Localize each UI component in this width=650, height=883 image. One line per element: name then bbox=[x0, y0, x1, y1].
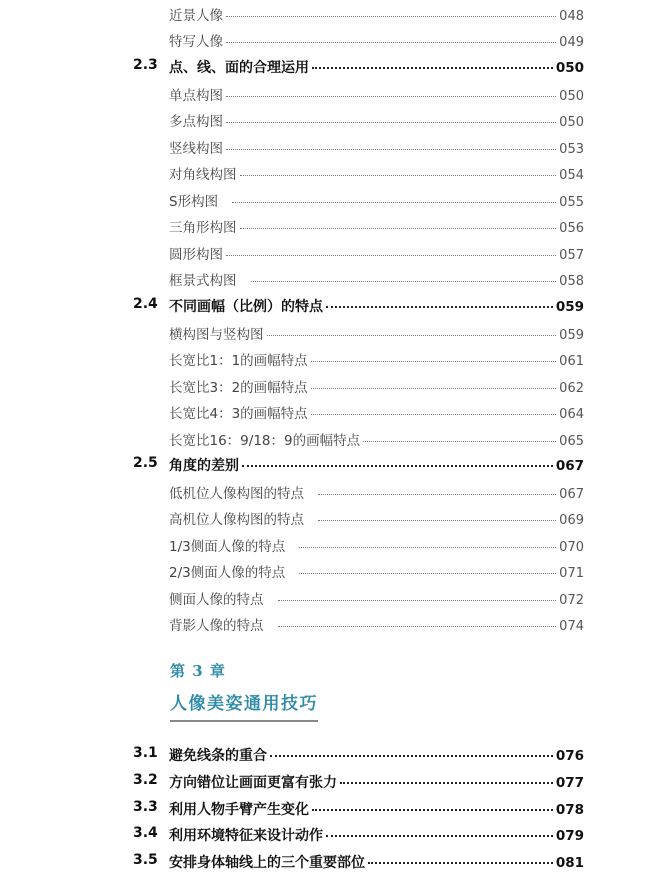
dot-leader bbox=[318, 493, 556, 495]
entry-title: 近景人像 bbox=[169, 8, 223, 24]
dot-leader bbox=[242, 464, 553, 467]
toc-row bbox=[0, 588, 650, 612]
entry-title: 利用环境特征来设计动作 bbox=[169, 828, 323, 844]
page-number: 050 bbox=[559, 89, 584, 104]
entry-title: 竖线构图 bbox=[169, 141, 223, 157]
dot-leader bbox=[299, 572, 556, 574]
subsection-entry bbox=[169, 110, 584, 130]
toc-row bbox=[0, 614, 650, 638]
page-number: 077 bbox=[555, 775, 584, 791]
entry-title: 横构图与竖构图 bbox=[169, 327, 264, 343]
page-number: 054 bbox=[559, 168, 584, 183]
dot-leader bbox=[240, 174, 557, 176]
toc-row bbox=[0, 4, 650, 28]
dot-leader bbox=[251, 280, 557, 282]
toc-row bbox=[0, 110, 650, 134]
page-number: 048 bbox=[559, 9, 584, 24]
page-number: 059 bbox=[555, 299, 584, 315]
page-number: 079 bbox=[555, 828, 584, 844]
toc-row bbox=[0, 163, 650, 187]
dot-leader bbox=[311, 387, 556, 389]
toc-row bbox=[0, 190, 650, 214]
page-number: 050 bbox=[555, 60, 584, 76]
toc-row bbox=[0, 745, 650, 769]
page-number: 074 bbox=[559, 619, 584, 634]
dot-leader bbox=[226, 15, 556, 17]
page-number: 059 bbox=[559, 328, 584, 343]
subsection-entry bbox=[169, 561, 584, 581]
page-number: 067 bbox=[555, 458, 584, 474]
subsection-entry bbox=[169, 614, 584, 634]
section-number: 3.1 bbox=[133, 745, 158, 761]
dot-leader bbox=[226, 121, 556, 123]
entry-title: 利用人物手臂产生变化 bbox=[169, 802, 309, 818]
dot-leader bbox=[226, 95, 556, 97]
entry-title: 避免线条的重合 bbox=[169, 748, 267, 764]
entry-title: S形构图 bbox=[169, 194, 219, 210]
dot-leader bbox=[278, 625, 557, 627]
entry-title: 方向错位让画面更富有张力 bbox=[169, 775, 337, 791]
entry-title: 长宽比3：2的画幅特点 bbox=[169, 380, 308, 396]
entry-title: 低机位人像构图的特点 bbox=[169, 486, 304, 502]
subsection-entry bbox=[169, 508, 584, 528]
toc-row bbox=[0, 84, 650, 108]
section-entry bbox=[169, 825, 584, 845]
section-entry bbox=[169, 455, 584, 475]
dot-leader bbox=[318, 519, 556, 521]
section-entry bbox=[169, 296, 584, 316]
dot-leader bbox=[326, 305, 553, 308]
entry-title: 高机位人像构图的特点 bbox=[169, 512, 304, 528]
entry-title: 对角线构图 bbox=[169, 167, 237, 183]
toc-row bbox=[0, 269, 650, 293]
entry-title: 单点构图 bbox=[169, 88, 223, 104]
subsection-entry bbox=[169, 269, 584, 289]
entry-title: 特写人像 bbox=[169, 34, 223, 50]
subsection-entry bbox=[169, 349, 584, 369]
page-number: 056 bbox=[559, 221, 584, 236]
section-number: 2.4 bbox=[133, 296, 158, 312]
page-number: 057 bbox=[559, 248, 584, 263]
toc-row bbox=[0, 852, 650, 876]
dot-leader bbox=[270, 754, 553, 757]
section-entry bbox=[169, 852, 584, 872]
dot-leader bbox=[311, 413, 556, 415]
entry-title: 安排身体轴线上的三个重要部位 bbox=[169, 855, 365, 871]
page-number: 070 bbox=[559, 540, 584, 555]
dot-leader bbox=[312, 66, 553, 69]
toc-row bbox=[0, 561, 650, 585]
toc-row bbox=[0, 455, 650, 479]
dot-leader bbox=[278, 599, 557, 601]
dot-leader bbox=[340, 781, 553, 784]
toc-row bbox=[0, 216, 650, 240]
subsection-entry bbox=[169, 402, 584, 422]
subsection-entry bbox=[169, 588, 584, 608]
page-number: 072 bbox=[559, 593, 584, 608]
dot-leader bbox=[311, 360, 556, 362]
toc-row bbox=[0, 825, 650, 849]
dot-leader bbox=[226, 41, 556, 43]
page-number: 055 bbox=[559, 195, 584, 210]
dot-leader bbox=[232, 201, 556, 203]
entry-title: 2/3侧面人像的特点 bbox=[169, 565, 286, 581]
entry-title: 多点构图 bbox=[169, 114, 223, 130]
toc-row bbox=[0, 772, 650, 796]
page-number: 058 bbox=[559, 274, 584, 289]
toc-row bbox=[0, 535, 650, 559]
entry-title: 背影人像的特点 bbox=[169, 618, 264, 634]
subsection-entry bbox=[169, 84, 584, 104]
subsection-entry bbox=[169, 429, 584, 449]
page-number: 076 bbox=[555, 748, 584, 764]
page-number: 049 bbox=[559, 35, 584, 50]
page-number: 069 bbox=[559, 513, 584, 528]
dot-leader bbox=[368, 861, 553, 864]
entry-title: 不同画幅（比例）的特点 bbox=[169, 299, 323, 315]
dot-leader bbox=[226, 254, 556, 256]
section-number: 3.3 bbox=[133, 799, 158, 815]
dot-leader bbox=[226, 148, 556, 150]
toc-row bbox=[0, 57, 650, 81]
toc-row bbox=[0, 482, 650, 506]
dot-leader bbox=[299, 546, 556, 548]
dot-leader bbox=[363, 440, 556, 442]
toc-row bbox=[0, 243, 650, 267]
toc-row bbox=[0, 296, 650, 320]
entry-title: 长宽比1：1的画幅特点 bbox=[169, 353, 308, 369]
page-number: 061 bbox=[559, 354, 584, 369]
entry-title: 侧面人像的特点 bbox=[169, 592, 264, 608]
entry-title: 圆形构图 bbox=[169, 247, 223, 263]
page-number: 064 bbox=[559, 407, 584, 422]
toc-row bbox=[0, 799, 650, 823]
toc-row bbox=[0, 429, 650, 453]
page-number: 071 bbox=[559, 566, 584, 581]
entry-title: 点、线、面的合理运用 bbox=[169, 60, 309, 76]
entry-title: 框景式构图 bbox=[169, 273, 237, 289]
chapter-label: 第 3 章 bbox=[170, 662, 226, 680]
subsection-entry bbox=[169, 535, 584, 555]
section-number: 3.5 bbox=[133, 852, 158, 868]
toc-row bbox=[0, 323, 650, 347]
chapter-title: 人像美姿通用技巧 bbox=[170, 689, 318, 722]
toc-row bbox=[0, 30, 650, 54]
toc-row bbox=[0, 402, 650, 426]
subsection-entry bbox=[169, 323, 584, 343]
toc-row bbox=[0, 349, 650, 373]
subsection-entry bbox=[169, 4, 584, 24]
toc-row bbox=[0, 376, 650, 400]
page-number: 053 bbox=[559, 142, 584, 157]
entry-title: 1/3侧面人像的特点 bbox=[169, 539, 286, 555]
entry-title: 角度的差别 bbox=[169, 458, 239, 474]
dot-leader bbox=[312, 808, 553, 811]
section-number: 3.4 bbox=[133, 825, 158, 841]
page-number: 050 bbox=[559, 115, 584, 130]
subsection-entry bbox=[169, 216, 584, 236]
page-number: 065 bbox=[559, 434, 584, 449]
section-entry bbox=[169, 57, 584, 77]
section-number: 2.5 bbox=[133, 455, 158, 471]
entry-title: 长宽比16：9/18：9的画幅特点 bbox=[169, 433, 361, 449]
subsection-entry bbox=[169, 190, 584, 210]
entry-title: 长宽比4：3的画幅特点 bbox=[169, 406, 308, 422]
section-entry bbox=[169, 772, 584, 792]
subsection-entry bbox=[169, 137, 584, 157]
subsection-entry bbox=[169, 163, 584, 183]
page-number: 078 bbox=[555, 802, 584, 818]
page-number: 067 bbox=[559, 487, 584, 502]
toc-row bbox=[0, 508, 650, 532]
entry-title: 三角形构图 bbox=[169, 220, 237, 236]
section-entry bbox=[169, 745, 584, 765]
subsection-entry bbox=[169, 30, 584, 50]
dot-leader bbox=[267, 334, 557, 336]
dot-leader bbox=[240, 227, 557, 229]
subsection-entry bbox=[169, 243, 584, 263]
dot-leader bbox=[326, 834, 553, 837]
section-number: 2.3 bbox=[133, 57, 158, 73]
section-entry bbox=[169, 799, 584, 819]
page-number: 081 bbox=[555, 855, 584, 871]
toc-row bbox=[0, 137, 650, 161]
subsection-entry bbox=[169, 376, 584, 396]
page-number: 062 bbox=[559, 381, 584, 396]
section-number: 3.2 bbox=[133, 772, 158, 788]
subsection-entry bbox=[169, 482, 584, 502]
